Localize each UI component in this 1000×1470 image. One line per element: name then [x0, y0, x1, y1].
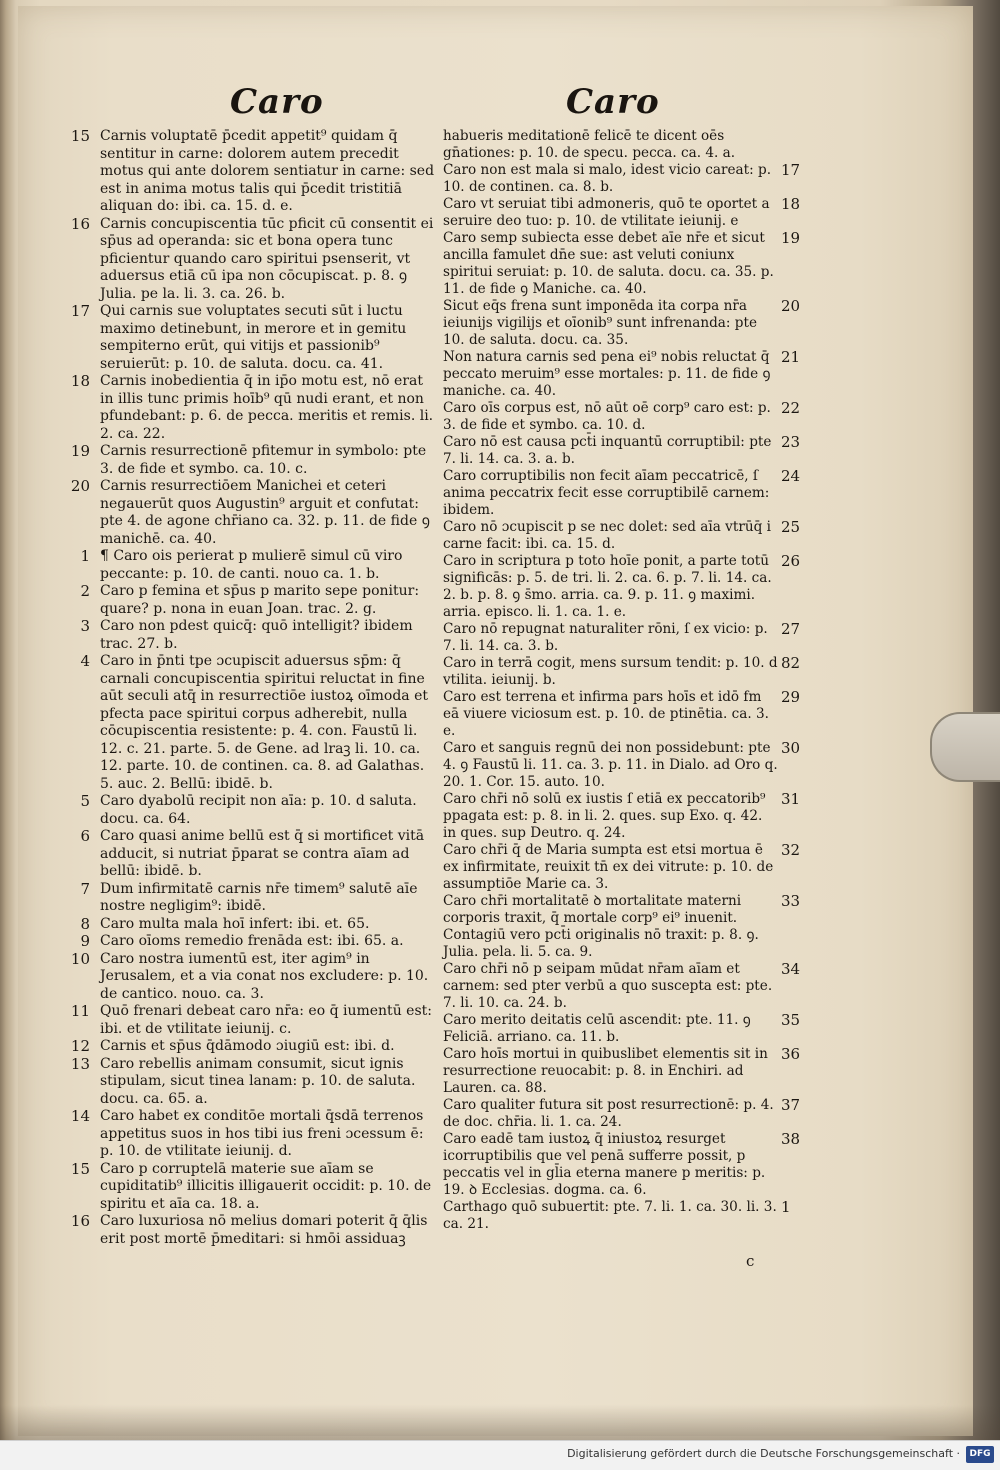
index-entry [80, 652, 435, 793]
entry-number: 10 [70, 949, 90, 968]
index-entry [443, 1198, 791, 1233]
entry-text: Carnis resurrectiōem Manichei et ceteri negauerūt quos Augustin⁹ arguit et confutat: pte 4. de agone chr̄iano ca. 32. p. 11. de fide ꝯ manichē. ca. 40. [100, 478, 430, 547]
index-entry [443, 1130, 801, 1199]
index-entry [443, 1011, 801, 1046]
entry-text: Caro nō ɔcupiscit p se nec dolet: sed aīa vtrūq̄ i carne facit: ibi. ca. 15. d. [443, 519, 771, 552]
entry-text: habueris meditationē felicē te dicent oēs gn̄ationes: p. 10. de specu. pecca. ca. 4. a. [443, 128, 736, 161]
entry-number: 6 [80, 827, 90, 845]
index-entry [80, 617, 435, 653]
entry-number: 15 [70, 127, 90, 145]
entry-text: Caro qualiter futura sit post resurrectionē: p. 4. de doc. chr̄ia. li. 1. ca. 24. [443, 1097, 774, 1130]
entry-number: 11 [70, 1002, 90, 1020]
footer-credit: Digitalisierung gefördert durch die Deutsche Forschungsgemeinschaft · [567, 1447, 960, 1460]
page-bottom-shadow [0, 1405, 1000, 1440]
entry-number: 18 [781, 195, 801, 213]
entry-text: Caro chr̄i mortalitatē ꝺ mortalitate materni corporis traxit, q̄ mortale corp⁹ ei⁹ inuenit. Contagiū vero pct̄i originalis nō traxit: p. 8. ꝯ. Julia. pela. li. 5. ca. 9. [443, 893, 759, 960]
entry-text: Caro hoīs mortui in quibuslibet elementis sit in resurrectione reuocabit: p. 8. in Enchiri. ad Lauren. ca. 88. [443, 1046, 768, 1096]
entry-number: 1 [781, 1198, 791, 1216]
entry-number: 12 [70, 1037, 90, 1055]
entry-text: ¶ Caro ois perierat p mulierē simul cū viro peccante: p. 10. de canti. nouo ca. 1. b. [100, 548, 403, 582]
entry-number: 36 [781, 1045, 801, 1063]
index-entry [80, 582, 435, 618]
left-column [70, 127, 435, 1248]
entry-text: Caro semp subiecta esse debet aīe nr̄e et sicut ancilla famulet dn̄e sue: ast veluti coniunx spiritui seruiat: p. 10. de saluta. docu. ca. 35. p. 11. de fide ꝯ Maniche. ca. 40. [443, 230, 774, 297]
entry-number: 38 [781, 1130, 801, 1148]
entry-text: Sicut eq̄s frena sunt imponēda ita corpa nr̄a ieiunijs vigilijs et oīonib⁹ sunt infrenanda: pte 10. de saluta. docu. ca. 35. [443, 298, 757, 348]
entry-number: 30 [781, 739, 801, 757]
index-entry [443, 1096, 801, 1131]
entry-number: 23 [781, 433, 801, 451]
entry-text: Caro quasi anime bellū est q̄ si mortificet vitā adducit, si nutriat p̄parat se contra aīam ad bellū: ibidē. b. [100, 828, 425, 879]
entry-text: Caro nō est causa pct̄i inquantū corruptibil: pte 7. li. 14. ca. 3. a. b. [443, 434, 772, 467]
index-entry [70, 1107, 435, 1161]
entry-number: 19 [781, 229, 801, 247]
entry-number: 18 [70, 372, 90, 390]
index-entry [443, 467, 801, 519]
entry-text: Non natura carnis sed pena ei⁹ nobis reluctat q̄ peccato meruim⁹ esse mortales: p. 11. de fide ꝯ maniche. ca. 40. [443, 349, 771, 399]
entry-number: 20 [781, 297, 801, 315]
index-entry [443, 518, 801, 553]
index-entry [443, 790, 801, 842]
entry-text: Carnis concupiscentia tūc pficit cū consentit ei sp̄us ad operanda: sic et bona opera tunc pficientur quando caro spiritui psenserit, vt aduersus etiā cū ipa non cōcupiscat. p. 8. ꝯ Julia. pe la. li. 3. ca. 26. b. [100, 215, 434, 302]
index-entry [70, 214, 435, 304]
index-entry [443, 297, 801, 349]
index-entry [443, 195, 801, 230]
index-entry [70, 372, 435, 443]
index-entry [443, 688, 801, 740]
index-entry [443, 229, 801, 298]
entry-text: Caro merito deitatis celū ascendit: pte. 11. ꝯ Feliciā. arriano. ca. 11. b. [443, 1012, 751, 1045]
entry-number: 35 [781, 1011, 801, 1029]
entry-text: Caro luxuriosa nō melius domari poterit q̄ q̄lis erit post mortē p̄meditari: si hmōi assiduaꝫ [100, 1213, 428, 1247]
index-entry [443, 960, 801, 1012]
index-entry [443, 161, 801, 196]
entry-number: 9 [80, 932, 90, 950]
entry-number: 5 [80, 792, 90, 810]
index-entry [70, 1037, 435, 1056]
entry-text: Caro chr̄i nō solū ex iustis ſ etiā ex peccatorib⁹ ppagata est: p. 8. in li. 2. ques. sup Exo. q. 42. in ques. sup Deutro. q. 24. [443, 791, 766, 841]
entry-number: 34 [781, 960, 801, 978]
footer-bar [0, 1440, 1000, 1470]
entry-text: Caro nostra iumentū est, iter agim⁹ in Jerusalem, et a via conat nos excludere: p. 10. de cantico. nouo. ca. 3. [100, 950, 429, 1002]
entry-number: 13 [70, 1054, 90, 1073]
entry-number: 2 [80, 582, 90, 600]
entry-number: 22 [781, 399, 801, 417]
entry-text: Caro dyabolū recipit non aīa: p. 10. d saluta. docu. ca. 64. [100, 793, 417, 827]
entry-text: Caro eadē tam iustoꝝ q̄ iniustoꝝ resurget icorruptibilis que vel penā sufferre possit, p peccatis vel in gl̄ia eterna manere p meritis: p. 19. ꝺ Ecclesias. dogma. ca. 6. [443, 1131, 766, 1198]
entry-number: 7 [80, 879, 90, 898]
entry-number: 20 [70, 477, 90, 495]
entry-text: Caro p femina et sp̄us p marito sepe ponitur: quare? p. nona in euan Joan. trac. 2. g. [100, 583, 420, 617]
entry-number: 31 [781, 790, 801, 808]
entry-number: 17 [781, 161, 801, 179]
entry-text: Caro chr̄i q̄ de Maria sumpta est etsi mortua ē ex infirmitate, reuixit tn̄ ex dei vitrute: p. 10. de assumptiōe Marie ca. 3. [443, 842, 774, 892]
index-entry [443, 348, 801, 400]
page-header-left: Caro [230, 82, 324, 122]
index-entry [443, 654, 801, 689]
entry-text: Carnis voluptatē p̄cedit appetit⁹ quidam q̄ sentitur in carne: dolorem autem precedit motus qui ante dolorem sentiatur in carne: sed est in anima motus talis qui p̄cedit tristitiā aliquan do: ibi. ca. 15. d. e. [100, 128, 435, 214]
entry-number: 15 [70, 1159, 90, 1178]
entry-text: Caro vt seruiat tibi admoneris, quō te oportet a seruire deo tuo: p. 10. de vtilitate ieiunij. e [443, 196, 770, 229]
index-entry [70, 442, 435, 478]
entry-text: Caro in terrā cogit, mens sursum tendit: p. 10. d vtilita. ieiunij. b. [443, 655, 778, 688]
index-entry [80, 547, 435, 583]
page-clip-marker [930, 712, 1000, 782]
right-column [443, 128, 801, 1233]
index-entry [443, 128, 778, 162]
entry-text: Caro rebellis animam consumit, sicut ignis stipulam, sicut tinea lanam: p. 10. de saluta. docu. ca. 65. a. [100, 1055, 416, 1107]
entry-number: 3 [80, 617, 90, 635]
index-entry [70, 302, 435, 373]
entry-text: Caro non pdest quicq̄: quō intelligit? ibidem trac. 27. b. [100, 618, 413, 652]
index-entry [70, 949, 435, 1004]
entry-number: 24 [781, 467, 801, 485]
entry-text: Carnis inobedientia q̄ in ip̄o motu est, nō erat in illis tunc primis hoīb⁹ qū nudi erant, et non pfundebant: p. 6. de pecca. meritis et remis. li. 2. ca. 22. [100, 373, 434, 442]
entry-number: 1 [80, 547, 90, 565]
entry-text: Caro habet ex conditōe mortali q̄sdā terrenos appetitus suos in hos tibi ius freni ɔcessum ē: p. 10. de vtilitate ieiunij. d. [100, 1108, 424, 1159]
entry-number: 27 [781, 620, 801, 638]
entry-number: 29 [781, 688, 801, 706]
entry-text: Carnis et sp̄us q̄dāmodo ɔiugiū est: ibi. d. [100, 1038, 395, 1054]
entry-number: 26 [781, 552, 801, 570]
entry-text: Caro nō repugnat naturaliter rōni, ſ ex vicio: p. 7. li. 14. ca. 3. b. [443, 621, 768, 654]
index-entry [443, 1045, 801, 1097]
entry-text: Quō frenari debeat caro nr̄a: eo q̄ iumentū est: ibi. et de vtilitate ieiunij. c. [100, 1003, 432, 1037]
page-header-right: Caro [566, 82, 660, 122]
entry-text: Caro in scriptura p toto hoīe ponit, a parte totū significās: p. 5. de tri. li. 2. ca. 6. p. 7. li. 14. ca. 2. b. p. 8. ꝯ s̄mo. arria. ca. 9. p. 11. ꝯ maximi. arria. episco. li. 1. ca. 1. e. [443, 553, 772, 620]
index-entry [443, 892, 801, 961]
entry-text: Dum infirmitatē carnis nr̄e timem⁹ salutē aīe nostre negligim⁹: ibidē. [100, 880, 418, 914]
entry-number: 14 [70, 1107, 90, 1125]
entry-number: 16 [70, 214, 90, 233]
entry-number: 19 [70, 442, 90, 460]
entry-text: Caro et sanguis regnū dei non possidebunt: pte 4. ꝯ Faustū li. 11. ca. 3. p. 11. in Dialo. ad Oro q. 20. 1. Cor. 15. auto. 10. [443, 740, 778, 790]
index-entry [70, 1054, 435, 1109]
dfg-logo: DFG [966, 1446, 994, 1463]
signature-mark: c [746, 1252, 755, 1270]
index-entry [443, 841, 801, 893]
index-entry [443, 433, 801, 468]
entry-number: 37 [781, 1096, 801, 1114]
entry-text: Caro in p̄nti tpe ɔcupiscit aduersus sp̄m: q̄ carnali concupiscentia spiritui reluctat in fine aūt seculi atq̄ in resurrectiōe iustoꝝ oīmoda et pfecta pace spiritui corpus adherebit, nulla cōcupiscentia resistente: p. 4. con. Faustū li. 12. c. 21. parte. 5. de Gene. ad lraꝫ li. 10. ca. 12. parte. 10. de continen. ca. 8. ad Galathas. 5. auc. 2. Bellū: ibidē. b. [100, 653, 429, 792]
index-entry [70, 1212, 435, 1248]
entry-text: Caro multa mala hoī infert: ibi. et. 65. [100, 915, 370, 932]
entry-text: Caro corruptibilis non fecit aīam peccatricē, ſ anima peccatrix fecit esse corruptibilē carnem: ibidem. [443, 468, 770, 518]
index-entry [80, 914, 435, 934]
index-entry [443, 399, 801, 434]
entry-number: 16 [70, 1212, 90, 1230]
index-entry [80, 879, 435, 916]
entry-text: Caro p corruptelā materie sue aīam se cupiditatib⁹ illicitis illigauerit occidit: p. 10. de spiritu et aīa ca. 18. a. [100, 1160, 432, 1212]
index-entry [80, 932, 435, 951]
entry-number: 21 [781, 348, 801, 366]
index-entry [70, 1002, 435, 1038]
entry-number: 82 [781, 654, 801, 672]
index-entry [443, 739, 801, 791]
entry-number: 33 [781, 892, 801, 910]
entry-number: 8 [80, 914, 90, 933]
entry-text: Carthago quō subuertit: pte. 7. li. 1. ca. 30. li. 3. ca. 21. [443, 1199, 777, 1232]
entry-number: 17 [70, 302, 90, 320]
entry-text: Caro oīoms remedio frenāda est: ibi. 65. a. [100, 933, 404, 949]
entry-number: 25 [781, 518, 801, 536]
entry-text: Caro oīs corpus est, nō aūt oē corp⁹ caro est: p. 3. de fide et symbo. ca. 10. d. [443, 400, 771, 433]
entry-number: 4 [80, 652, 90, 670]
index-entry [80, 827, 435, 881]
index-entry [443, 552, 801, 621]
index-entry [443, 620, 801, 655]
entry-text: Caro chr̄i nō p seipam mūdat nr̄am aīam et carnem: sed pter verbū a quo suscepta est: pte. 7. li. 10. ca. 24. b. [443, 961, 773, 1011]
index-entry [70, 477, 435, 548]
entry-text: Caro est terrena et infirma pars hoīs et idō fm eā viuere viciosum est. p. 10. de ptinētia. ca. 3. e. [443, 689, 769, 739]
entry-number: 32 [781, 841, 801, 859]
entry-text: Qui carnis sue voluptates secuti sūt i luctu maximo detinebunt, in merore et in gemitu sempiterno erūt, qui vitijs et passionib⁹ seruierūt: p. 10. de saluta. docu. ca. 41. [100, 303, 407, 372]
entry-text: Carnis resurrectionē pfitemur in symbolo: pte 3. de fide et symbo. ca. 10. c. [100, 443, 427, 477]
index-entry [70, 127, 435, 216]
index-entry [80, 792, 435, 828]
index-entry [70, 1159, 435, 1214]
entry-text: Caro non est mala si malo, idest vicio careat: p. 10. de continen. ca. 8. b. [443, 162, 772, 195]
